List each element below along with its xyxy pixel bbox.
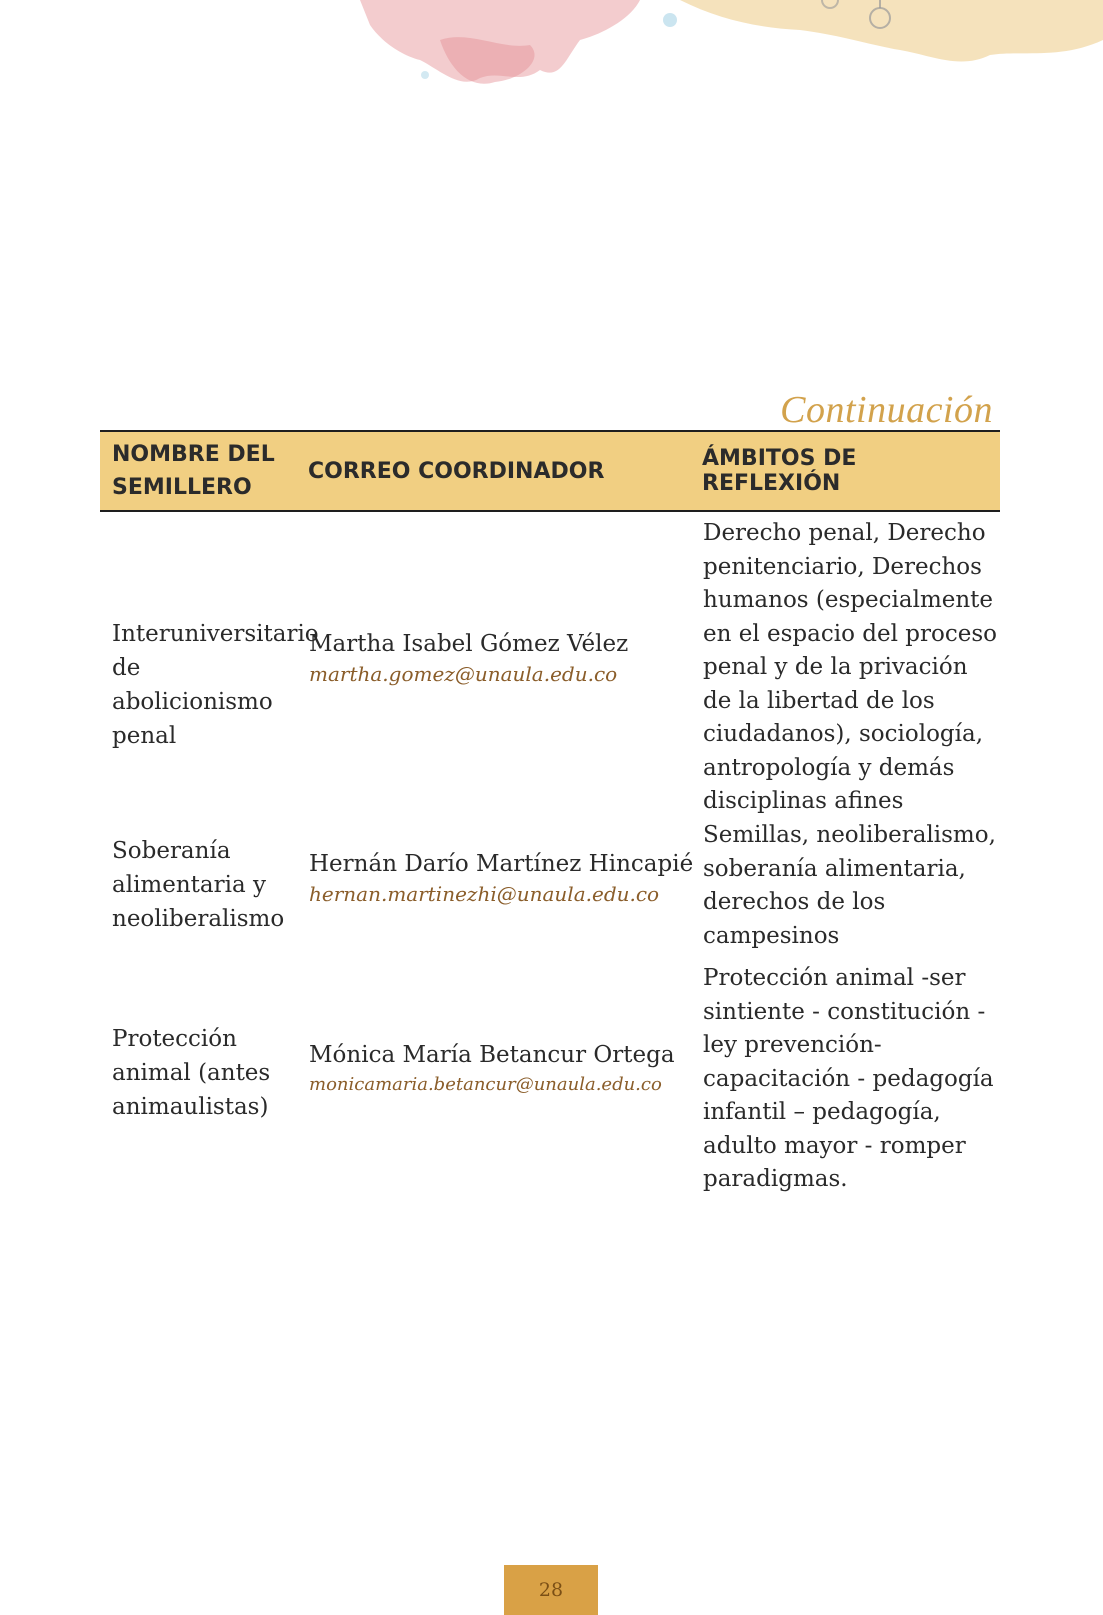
coordinator-name: Hernán Darío Martínez Hincapié [309, 851, 694, 877]
scope-text: Derecho penal, Derecho penitenciario, Derechos humanos (especialmente en el espacio del proceso penal y de la privación de la libertad de los ciudadanos), sociología, antropología y demás disciplinas afines [703, 520, 997, 814]
group-name: Protección animal (antes animaulistas) [112, 1026, 271, 1120]
coordinator-email[interactable]: hernan.martinezhi@unaula.edu.co [309, 882, 660, 906]
scope-text: Semillas, neoliberalismo, soberanía alimentaria, derechos de los campesinos [703, 822, 996, 949]
table-row [100, 517, 1000, 817]
coordinator-email[interactable]: martha.gomez@unaula.edu.co [309, 662, 618, 686]
coordinator-cell [309, 849, 694, 909]
header-scope: ÁMBITOS DE REFLEXIÓN [702, 446, 857, 496]
watercolor-decoration [0, 0, 1103, 120]
coordinator-name: Mónica María Betancur Ortega [309, 1042, 675, 1068]
scope-text: Protección animal -ser sintiente - constitución - ley prevención-capacitación - pedagogía infantil – pedagogía, adulto mayor - romper paradigmas. [703, 965, 994, 1192]
header-coordinator-email: CORREO COORDINADOR [308, 458, 605, 484]
group-name: Soberanía alimentaria y neoliberalismo [112, 838, 285, 932]
table-row [100, 819, 1000, 959]
table-header [100, 432, 1000, 512]
continuation-label: Continuación [780, 389, 993, 431]
coordinator-cell [309, 1040, 689, 1100]
coordinator-name: Martha Isabel Gómez Vélez [309, 631, 629, 657]
group-name: Interuniversitario de abolicionismo penal [112, 621, 319, 749]
table-row [100, 962, 1000, 1202]
header-group-name: NOMBRE DEL SEMILLERO [112, 442, 275, 500]
page-number: 28 [504, 1565, 598, 1615]
coordinator-cell [309, 629, 689, 689]
research-groups-table [100, 430, 1000, 1192]
coordinator-email[interactable]: monicamaria.betancur@unaula.edu.co [309, 1074, 662, 1095]
